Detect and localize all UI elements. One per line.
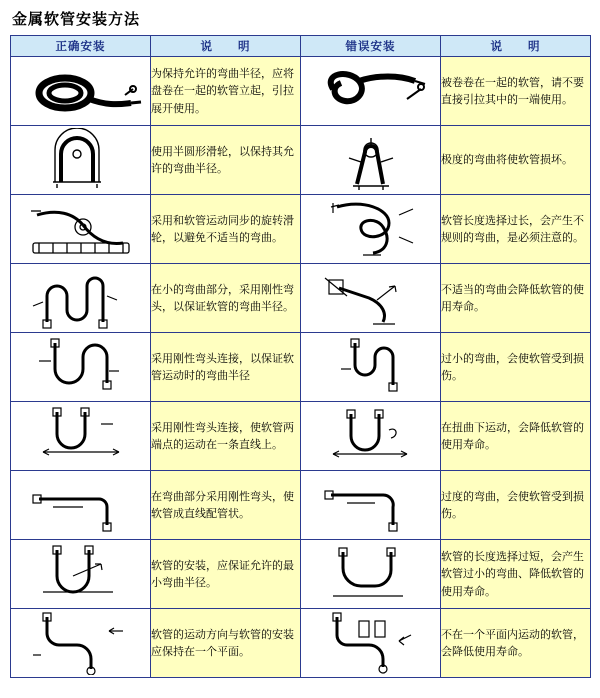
note-wrong: 不适当的弯曲会降低软管的使用寿命。 — [441, 264, 591, 333]
note-correct: 采用刚性弯头连接，以保证软管运动时的弯曲半径 — [151, 333, 301, 402]
note-correct: 软管的运动方向与软管的安装应保持在一个平面。 — [151, 609, 301, 678]
figure-cell-correct — [11, 609, 151, 678]
column-header-wrong-install: 错误安装 — [301, 36, 441, 57]
note-wrong: 软管的长度选择过短，会产生软管过小的弯曲、降低软管的使用寿命。 — [441, 540, 591, 609]
hose-installation-table — [10, 35, 591, 678]
rigid-elbows-straight-line-motion-icon — [13, 404, 149, 468]
figure-cell-correct — [11, 57, 151, 126]
hose-installed-with-min-bend-radius-icon — [13, 542, 149, 606]
figure-cell-correct — [11, 333, 151, 402]
improper-bend-at-fitting-icon — [303, 266, 439, 330]
coiled-hose-pulled-from-one-end-icon — [303, 59, 439, 123]
hose-bent-sharply-over-small-pulley-icon — [303, 128, 439, 192]
figure-cell-wrong — [301, 57, 441, 126]
hose-too-long-irregular-bend-icon — [303, 197, 439, 261]
table-row — [11, 57, 591, 126]
figure-cell-wrong — [301, 402, 441, 471]
table-header-row — [11, 36, 591, 57]
figure-cell-correct — [11, 471, 151, 540]
figure-cell-correct — [11, 540, 151, 609]
figure-cell-wrong — [301, 333, 441, 402]
column-header-correct-install: 正确安装 — [11, 36, 151, 57]
table-row — [11, 333, 591, 402]
note-correct: 软管的安装，应保证允许的最小弯曲半径。 — [151, 540, 301, 609]
figure-cell-wrong — [301, 540, 441, 609]
page-title: 金属软管安装方法 — [12, 10, 141, 28]
note-wrong: 不在一个平面内运动的软管，会降低使用寿命。 — [441, 609, 591, 678]
note-correct: 使用半圆形滑轮，以保持其允许的弯曲半径。 — [151, 126, 301, 195]
coiled-hose-standing-on-edge-icon — [13, 59, 149, 123]
figure-cell-wrong — [301, 609, 441, 678]
note-correct: 采用和软管运动同步的旋转滑轮，以避免不适当的弯曲。 — [151, 195, 301, 264]
hose-motion-out-of-plane-icon — [303, 611, 439, 675]
hose-twisted-while-moving-icon — [303, 404, 439, 468]
hose-over-semicircular-pulley-icon — [13, 128, 149, 192]
rigid-elbow-straight-pipe-layout-icon — [13, 473, 149, 537]
figure-cell-correct — [11, 126, 151, 195]
note-correct: 在弯曲部分采用刚性弯头，使软管成直线配管状。 — [151, 471, 301, 540]
column-header-wrong-note: 说 明 — [441, 36, 591, 57]
hose-motion-in-same-plane-icon — [13, 611, 149, 675]
table-row — [11, 609, 591, 678]
figure-cell-correct — [11, 402, 151, 471]
note-wrong: 软管长度选择过长，会产生不规则的弯曲，是必须注意的。 — [441, 195, 591, 264]
note-wrong: 过度的弯曲，会使软管受到损伤。 — [441, 471, 591, 540]
rigid-elbow-connection-u-bend-icon — [13, 335, 149, 399]
table-row — [11, 471, 591, 540]
table-row — [11, 195, 591, 264]
note-wrong: 被卷卷在一起的软管，请不要直接引拉其中的一端使用。 — [441, 57, 591, 126]
excessive-bend-at-corner-icon — [303, 473, 439, 537]
over-tight-s-bend-icon — [303, 335, 439, 399]
figure-cell-wrong — [301, 126, 441, 195]
note-wrong: 在扭曲下运动，会降低软管的使用寿命。 — [441, 402, 591, 471]
figure-cell-correct — [11, 264, 151, 333]
figure-cell-wrong — [301, 471, 441, 540]
column-header-correct-note: 说 明 — [151, 36, 301, 57]
figure-cell-wrong — [301, 195, 441, 264]
table-row — [11, 540, 591, 609]
note-wrong: 极度的弯曲将使软管损坏。 — [441, 126, 591, 195]
hose-too-long-sagging-loop-icon — [303, 542, 439, 606]
table-row — [11, 126, 591, 195]
note-correct: 在小的弯曲部分，采用刚性弯头，以保证软管的弯曲半径。 — [151, 264, 301, 333]
note-wrong: 过小的弯曲，会使软管受到损伤。 — [441, 333, 591, 402]
note-correct: 为保持允许的弯曲半径，应将盘卷在一起的软管立起，引拉展开使用。 — [151, 57, 301, 126]
table-row — [11, 264, 591, 333]
table-row — [11, 402, 591, 471]
rigid-elbow-at-small-bend-icon — [13, 266, 149, 330]
figure-cell-correct — [11, 195, 151, 264]
figure-cell-wrong — [301, 264, 441, 333]
note-correct: 采用刚性弯头连接，使软管两端点的运动在一条直线上。 — [151, 402, 301, 471]
hose-with-synchronized-rotating-pulley-icon — [13, 197, 149, 261]
